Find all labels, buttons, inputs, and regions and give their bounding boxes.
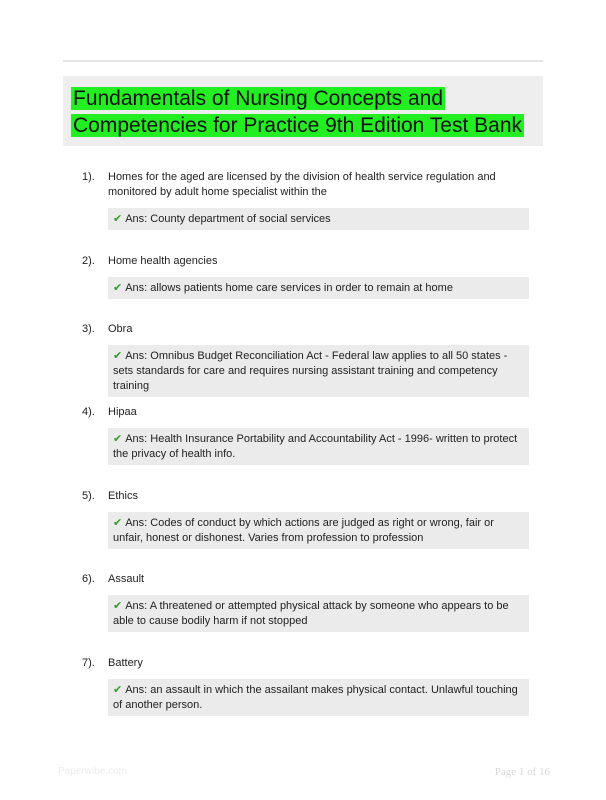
- answer-prefix: Ans:: [125, 213, 151, 225]
- answer-text: A threatened or attempted physical attack by someone who appears to be able to cause bodily harm if not stopped: [113, 600, 509, 627]
- answer-prefix: Ans:: [125, 350, 151, 362]
- footer-watermark: Paperwibe.com: [58, 766, 127, 777]
- question-number: 3).: [82, 323, 95, 335]
- answer-text: an assault in which the assailant makes physical contact. Unlawful touching of another person.: [113, 684, 518, 711]
- answer-box: [108, 345, 529, 397]
- check-icon: ✔: [113, 683, 123, 696]
- answer-prefix: Ans:: [125, 282, 151, 294]
- check-icon: ✔: [113, 516, 123, 529]
- answer-prefix: Ans:: [125, 517, 151, 529]
- question-text: Ethics: [108, 490, 138, 502]
- answer-box: [108, 595, 529, 632]
- answer-prefix: Ans:: [125, 600, 150, 612]
- answer-prefix: Ans:: [125, 684, 151, 696]
- question-text: Obra: [108, 323, 133, 335]
- document-title: [71, 85, 539, 139]
- check-icon: ✔: [113, 599, 123, 612]
- question-number: 5).: [82, 490, 95, 502]
- question-text: Hipaa: [108, 406, 137, 418]
- question-number: 6).: [82, 573, 95, 585]
- answer-box: [108, 512, 529, 549]
- question-number: 7).: [82, 657, 95, 669]
- question-text: Home health agencies: [108, 255, 218, 267]
- answer-text: Codes of conduct by which actions are judged as right or wrong, fair or unfair, honest or dishonest. Varies from profession to profession: [113, 517, 494, 544]
- answer-box: [108, 277, 529, 299]
- answer-text: allows patients home care services in order to remain at home: [150, 282, 453, 294]
- answer-text: Health Insurance Portability and Accountability Act - 1996- written to protect the privacy of health info.: [113, 433, 518, 460]
- answer-box: [108, 679, 529, 716]
- document-title-highlight: Fundamentals of Nursing Concepts and Competencies for Practice 9th Edition Test Bank: [73, 87, 523, 137]
- top-divider: [63, 60, 543, 62]
- check-icon: ✔: [113, 212, 123, 225]
- title-panel: [63, 76, 543, 146]
- question-text: Battery: [108, 657, 143, 669]
- answer-box: [108, 428, 529, 465]
- answer-text: County department of social services: [150, 213, 331, 225]
- page-number: Page 1 of 16: [494, 766, 550, 778]
- answer-prefix: Ans:: [125, 433, 151, 445]
- check-icon: ✔: [113, 281, 123, 294]
- check-icon: ✔: [113, 432, 123, 445]
- check-icon: ✔: [113, 349, 123, 362]
- question-number: 2).: [82, 255, 95, 267]
- question-text: Assault: [108, 573, 145, 585]
- answer-box: [108, 208, 529, 230]
- question-number: 4).: [82, 406, 95, 418]
- question-number: 1).: [82, 171, 95, 183]
- question-text: Homes for the aged are licensed by the division of health service regulation and monitored by adult home specialist within the: [108, 171, 496, 198]
- answer-text: Omnibus Budget Reconciliation Act - Federal law applies to all 50 states - sets standards for care and requires nursing assistant training and competency training: [113, 350, 508, 392]
